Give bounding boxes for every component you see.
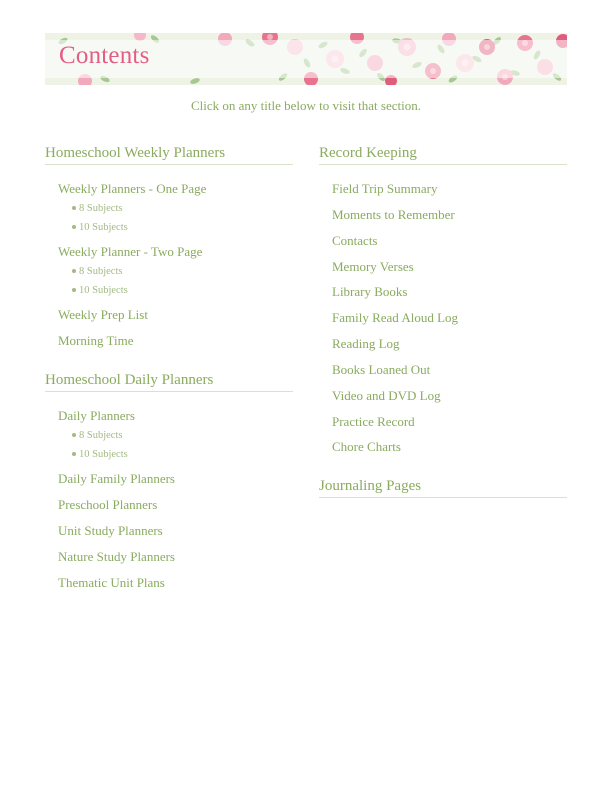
sub-link-10-subjects[interactable]: [72, 445, 293, 464]
link-books-loaned-out[interactable]: Books Loaned Out: [332, 361, 431, 377]
link-nature-study-planners[interactable]: Nature Study Planners: [58, 549, 175, 564]
section-heading-journaling[interactable]: Journaling Pages: [319, 476, 567, 498]
link-daily-family-planners[interactable]: Daily Family Planners: [58, 471, 175, 486]
section-heading-weekly[interactable]: Homeschool Weekly Planners: [45, 143, 293, 165]
right-column: [319, 143, 567, 513]
link-thematic-unit-plans[interactable]: Thematic Unit Plans: [58, 575, 165, 590]
sub-link-10-subjects[interactable]: [72, 218, 293, 237]
sub-link-label: 8 Subjects: [79, 203, 123, 214]
left-column: [45, 143, 293, 600]
link-contacts[interactable]: Contacts: [332, 232, 378, 248]
intro-text: Click on any title below to visit that section.: [191, 98, 421, 113]
sub-link-label: 8 Subjects: [79, 266, 123, 277]
link-weekly-two-page[interactable]: Weekly Planner - Two Page: [58, 244, 203, 259]
sub-link-8-subjects[interactable]: [72, 426, 293, 445]
sub-list: [45, 426, 293, 464]
bullet-icon: [72, 206, 76, 210]
sub-link-label: 10 Subjects: [79, 285, 128, 296]
link-daily-planners[interactable]: Daily Planners: [58, 408, 135, 423]
sub-link-label: 8 Subjects: [79, 430, 123, 441]
link-practice-record[interactable]: Practice Record: [332, 413, 415, 429]
link-field-trip-summary[interactable]: Field Trip Summary: [332, 181, 438, 196]
link-library-books[interactable]: Library Books: [332, 284, 408, 300]
sub-link-label: 10 Subjects: [79, 449, 128, 460]
link-moments-to-remember[interactable]: Moments to Remember: [332, 206, 455, 222]
bullet-icon: [72, 269, 76, 273]
link-morning-time[interactable]: Morning Time: [58, 333, 134, 348]
page-title: Contents: [59, 42, 150, 69]
sub-link-10-subjects[interactable]: [72, 281, 293, 300]
section-heading-daily[interactable]: Homeschool Daily Planners: [45, 370, 293, 392]
link-weekly-prep-list[interactable]: Weekly Prep List: [58, 307, 148, 322]
link-chore-charts[interactable]: Chore Charts: [332, 439, 401, 455]
sub-link-8-subjects[interactable]: [72, 199, 293, 218]
bullet-icon: [72, 452, 76, 456]
bullet-icon: [72, 433, 76, 437]
link-family-read-aloud-log[interactable]: Family Read Aloud Log: [332, 310, 459, 326]
link-video-dvd-log[interactable]: Video and DVD Log: [332, 387, 441, 403]
link-reading-log[interactable]: Reading Log: [332, 336, 400, 352]
link-weekly-one-page[interactable]: Weekly Planners - One Page: [58, 181, 207, 196]
sub-link-8-subjects[interactable]: [72, 262, 293, 281]
title-banner: [45, 33, 567, 85]
bullet-icon: [72, 225, 76, 229]
sub-list: [45, 199, 293, 237]
section-heading-record-keeping[interactable]: Record Keeping: [319, 143, 567, 165]
link-memory-verses[interactable]: Memory Verses: [332, 258, 414, 274]
link-preschool-planners[interactable]: Preschool Planners: [58, 497, 158, 512]
link-unit-study-planners[interactable]: Unit Study Planners: [58, 523, 163, 538]
bullet-icon: [72, 288, 76, 292]
sub-link-label: 10 Subjects: [79, 222, 128, 233]
sub-list: [45, 262, 293, 300]
